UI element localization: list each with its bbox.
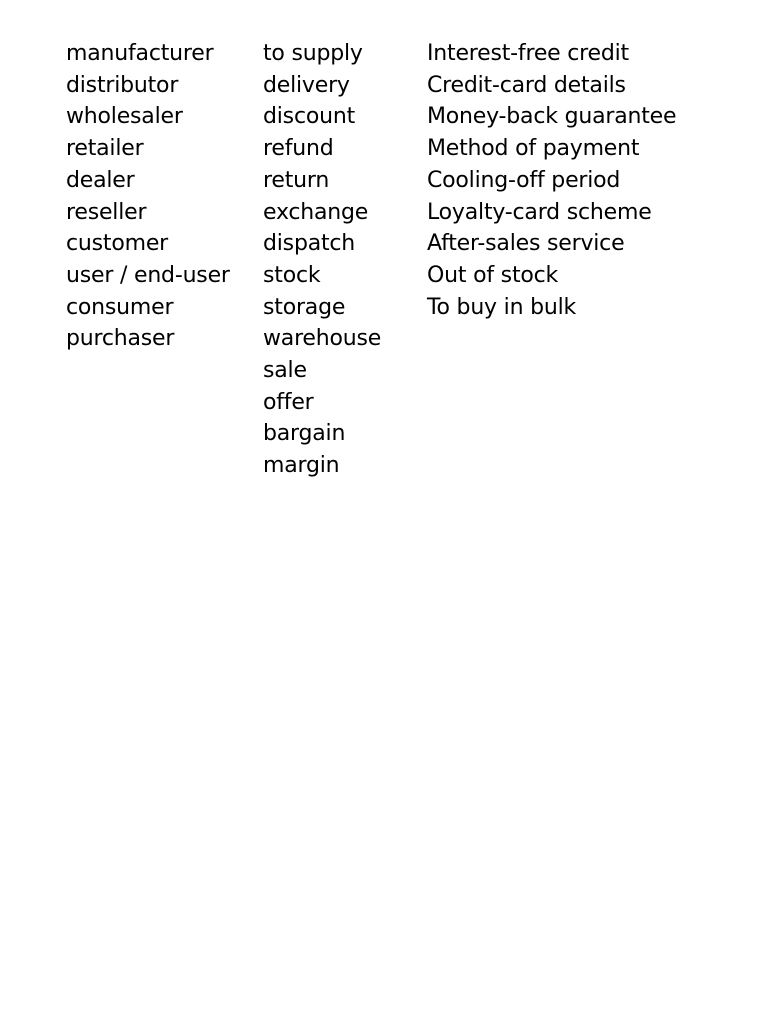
list-item: discount bbox=[263, 104, 356, 130]
list-item: delivery bbox=[263, 72, 350, 98]
list-item: To buy in bulk bbox=[427, 294, 577, 320]
list-item: Interest-free credit bbox=[427, 41, 629, 66]
word-column-trade-terms bbox=[263, 38, 381, 482]
list-item: customer bbox=[66, 231, 168, 257]
list-item: Method of payment bbox=[427, 136, 640, 162]
list-item: Money-back guarantee bbox=[427, 104, 677, 130]
list-item: refund bbox=[263, 136, 334, 162]
list-item: Loyalty-card scheme bbox=[427, 199, 652, 225]
list-item: After-sales service bbox=[427, 231, 625, 257]
list-item: warehouse bbox=[263, 326, 382, 352]
list-item: exchange bbox=[263, 199, 369, 225]
list-item: dispatch bbox=[263, 231, 356, 257]
list-item: return bbox=[263, 167, 330, 193]
list-item: Credit-card details bbox=[427, 72, 626, 98]
list-item: distributor bbox=[66, 72, 179, 98]
list-item: retailer bbox=[66, 136, 144, 162]
phrase-column bbox=[427, 38, 676, 323]
list-item: margin bbox=[263, 453, 340, 479]
list-item: purchaser bbox=[66, 326, 175, 352]
list-item: Cooling-off period bbox=[427, 167, 621, 193]
list-item: bargain bbox=[263, 421, 346, 447]
list-item: sale bbox=[263, 358, 307, 384]
list-item: dealer bbox=[66, 167, 135, 193]
list-item: user / end-user bbox=[66, 262, 230, 288]
list-item: consumer bbox=[66, 294, 174, 320]
list-item: offer bbox=[263, 389, 314, 415]
list-item: stock bbox=[263, 262, 321, 288]
list-item: storage bbox=[263, 294, 346, 320]
list-item: to supply bbox=[263, 41, 363, 66]
word-column-roles bbox=[66, 38, 230, 355]
list-item: manufacturer bbox=[66, 41, 214, 66]
list-item: wholesaler bbox=[66, 104, 183, 130]
list-item: Out of stock bbox=[427, 262, 559, 288]
list-item: reseller bbox=[66, 199, 147, 225]
